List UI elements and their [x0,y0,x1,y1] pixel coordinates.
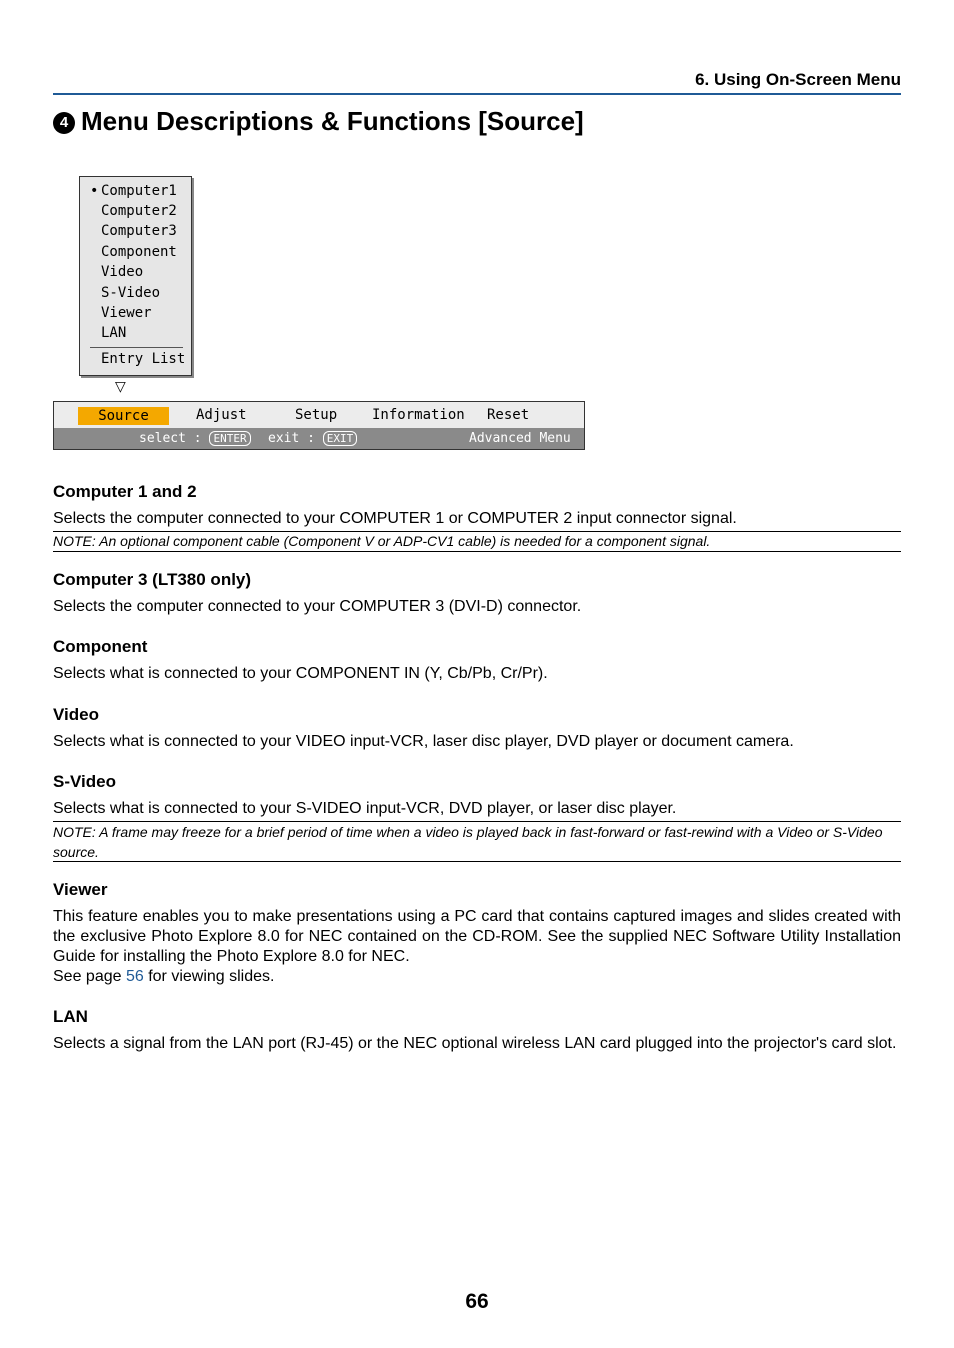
text-viewer: This feature enables you to make presentations using a PC card that contains captured images and slides created with the exclusive Photo Explore 8.0 for NEC contained on the CD-ROM. See the supplied NEC Software Utility Installation Guide for installing the Photo Explore 8.0 for NEC. [53,908,901,965]
page-title [53,106,584,137]
enter-key-icon: ENTER [209,431,250,446]
heading-computer-3: Computer 3 (LT380 only) [53,570,252,589]
page-title-text: Menu Descriptions & Functions [Source] [81,106,584,136]
page-number: 66 [465,1290,489,1313]
heading-video: Video [53,705,99,724]
source-menu-list [79,176,192,376]
osd-menu-bar [53,401,585,450]
heading-s-video: S-Video [53,772,116,791]
text-video: Selects what is connected to your VIDEO input-VCR, laser disc player, DVD player or document camera. [53,733,794,750]
heading-computer-1-2: Computer 1 and 2 [53,482,197,501]
down-arrow-icon: ▽ [115,379,126,395]
menu-item-lan[interactable]: LAN [101,325,127,341]
select-hint: select : ENTER [139,428,251,449]
menu-item-s-video[interactable]: S-Video [101,285,161,301]
menu-item-entry-list[interactable]: Entry List [101,351,186,367]
tab-information[interactable]: Information [372,407,465,423]
tab-reset[interactable]: Reset [487,407,530,423]
menu-item-video[interactable]: Video [101,264,144,280]
exit-key-icon: EXIT [323,431,358,446]
note-frame-freeze: NOTE: A frame may freeze for a brief period of time when a video is played back in fast-forward or fast-rewind with a Video or S-Video source. [53,821,901,862]
page-link[interactable]: 56 [125,968,144,985]
note-component-cable: NOTE: An optional component cable (Component V or ADP-CV1 cable) is needed for a component signal. [53,531,901,552]
selected-bullet-icon: • [90,183,99,199]
heading-lan: LAN [53,1007,88,1026]
osd-status-bar [54,428,584,449]
exit-hint: exit : EXIT [268,428,357,449]
menu-item-computer2[interactable]: Computer2 [101,203,177,219]
advanced-menu-label[interactable]: Advanced Menu [469,431,571,446]
text-computer-1-2: Selects the computer connected to your COMPUTER 1 or COMPUTER 2 input connector signal. [53,510,737,527]
menu-separator [90,347,183,348]
text-s-video: Selects what is connected to your S-VIDEO input-VCR, DVD player, or laser disc player. [53,800,677,817]
heading-component: Component [53,637,148,656]
tab-setup[interactable]: Setup [295,407,338,423]
text-lan: Selects a signal from the LAN port (RJ-45) or the NEC optional wireless LAN card plugged into the projector's card slot. [53,1035,897,1052]
text-computer-3: Selects the computer connected to your COMPUTER 3 (DVI-D) connector. [53,598,582,615]
tab-source[interactable]: Source [78,407,169,425]
text-component: Selects what is connected to your COMPONENT IN (Y, Cb/Pb, Cr/Pr). [53,665,548,682]
menu-item-viewer[interactable]: Viewer [101,305,152,321]
menu-item-component[interactable]: Component [101,244,177,260]
heading-viewer: Viewer [53,880,108,899]
text-viewer-see-page: See page 56 for viewing slides. [53,968,275,985]
menu-item-computer1[interactable]: Computer1 [101,183,177,199]
running-header: 6. Using On-Screen Menu [53,70,901,95]
section-number-icon: 4 [53,112,75,134]
tab-adjust[interactable]: Adjust [196,407,247,423]
osd-tabs [54,402,584,429]
menu-item-computer3[interactable]: Computer3 [101,223,177,239]
